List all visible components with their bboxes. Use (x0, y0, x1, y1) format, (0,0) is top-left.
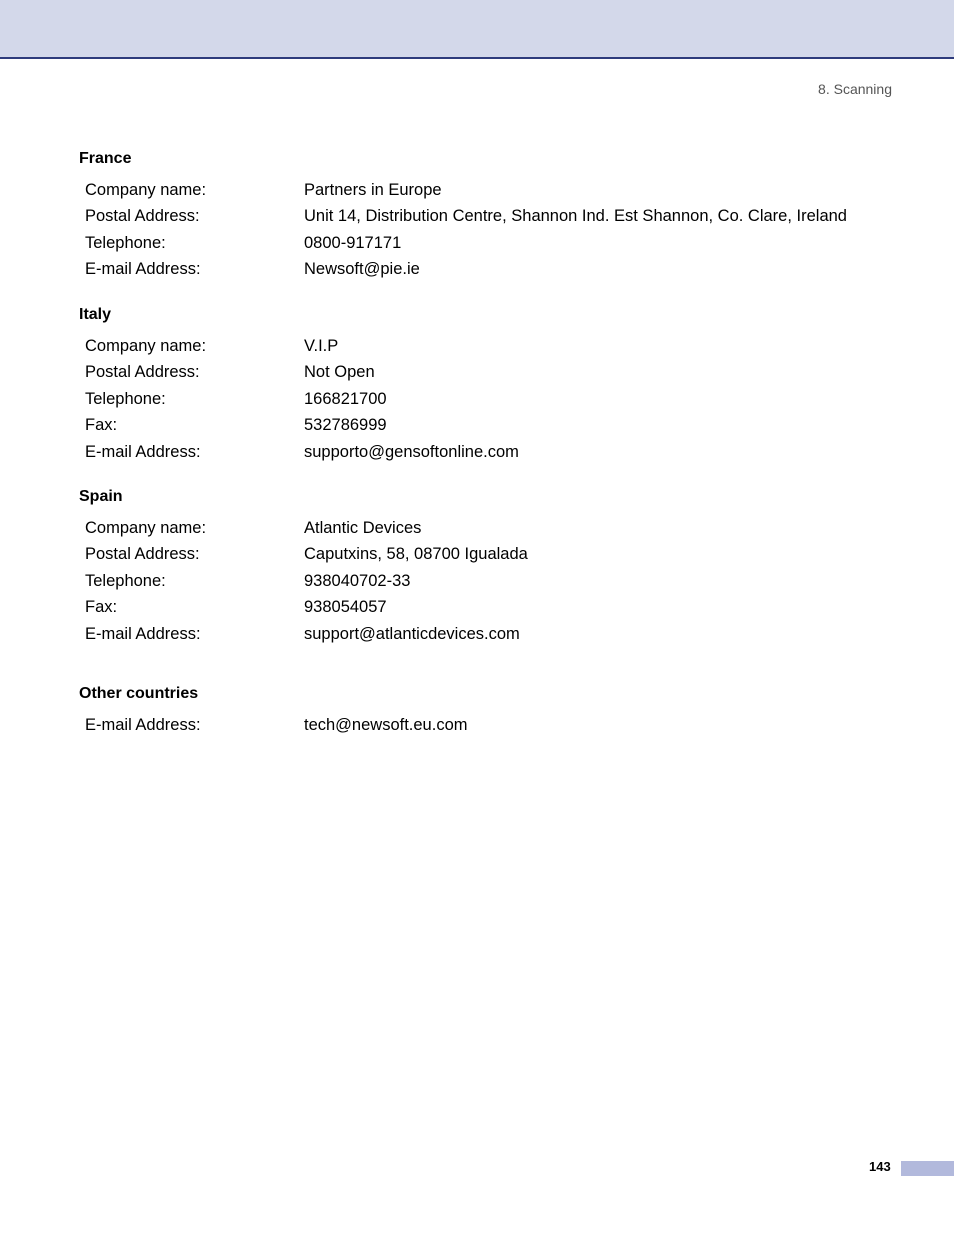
page-number: 143 (869, 1159, 891, 1174)
contact-row (79, 206, 899, 232)
field-label: Telephone: (85, 389, 166, 408)
field-value: V.I.P (304, 337, 339, 355)
field-label: Company name: (85, 519, 207, 537)
contact-row (79, 259, 899, 285)
section-title: Italy (79, 306, 112, 323)
page-number-bar (901, 1161, 954, 1176)
field-value: 0800-917171 (304, 233, 402, 252)
field-value: 166821700 (304, 389, 387, 408)
contact-row (79, 336, 899, 362)
contact-row (79, 624, 899, 650)
section-france (79, 149, 899, 286)
field-value: tech@newsoft.eu.com (304, 716, 468, 734)
field-label: E-mail Address: (85, 442, 201, 461)
field-value: Caputxins, 58, 08700 Igualada (304, 545, 528, 564)
field-value: 532786999 (304, 416, 387, 435)
field-label: Fax: (85, 416, 118, 435)
field-label: Fax: (85, 598, 118, 617)
contact-row (79, 544, 899, 570)
field-value: Not Open (304, 363, 375, 382)
field-label: Postal Address: (85, 545, 200, 564)
contact-row (79, 233, 899, 259)
section-spain (79, 487, 899, 650)
section-italy (79, 305, 899, 468)
field-value: Partners in Europe (304, 181, 442, 199)
section-title: Other countries (79, 685, 199, 702)
field-label: E-mail Address: (85, 716, 201, 734)
contact-row (79, 442, 899, 468)
field-label: Telephone: (85, 571, 166, 590)
field-label: E-mail Address: (85, 260, 201, 279)
field-value: Unit 14, Distribution Centre, Shannon Ind. Est Shannon, Co. Clare, Ireland (304, 207, 847, 226)
contact-row (79, 180, 899, 206)
field-label: Company name: (85, 337, 207, 355)
contact-row (79, 518, 899, 544)
contact-rows (79, 180, 899, 286)
chapter-title: 8. Scanning (818, 81, 892, 97)
contact-row (79, 362, 899, 388)
contact-rows (79, 336, 899, 468)
header-band (0, 0, 954, 59)
contact-row (79, 571, 899, 597)
field-value: support@atlanticdevices.com (304, 624, 520, 643)
contact-row (79, 597, 899, 623)
section-title: Spain (79, 488, 123, 505)
field-label: Telephone: (85, 233, 166, 252)
contact-row (79, 415, 899, 441)
contact-row (79, 715, 899, 741)
section-title: France (79, 150, 132, 167)
field-value: Newsoft@pie.ie (304, 260, 420, 279)
contact-row (79, 389, 899, 415)
field-label: Postal Address: (85, 207, 200, 226)
field-value: supporto@gensoftonline.com (304, 442, 519, 461)
field-value: Atlantic Devices (304, 519, 422, 537)
field-value: 938040702-33 (304, 571, 411, 590)
section-other-countries (79, 684, 899, 741)
field-value: 938054057 (304, 598, 387, 617)
field-label: E-mail Address: (85, 624, 201, 643)
field-label: Postal Address: (85, 363, 200, 382)
contact-rows (79, 518, 899, 650)
field-label: Company name: (85, 181, 207, 199)
contact-rows (79, 715, 899, 741)
